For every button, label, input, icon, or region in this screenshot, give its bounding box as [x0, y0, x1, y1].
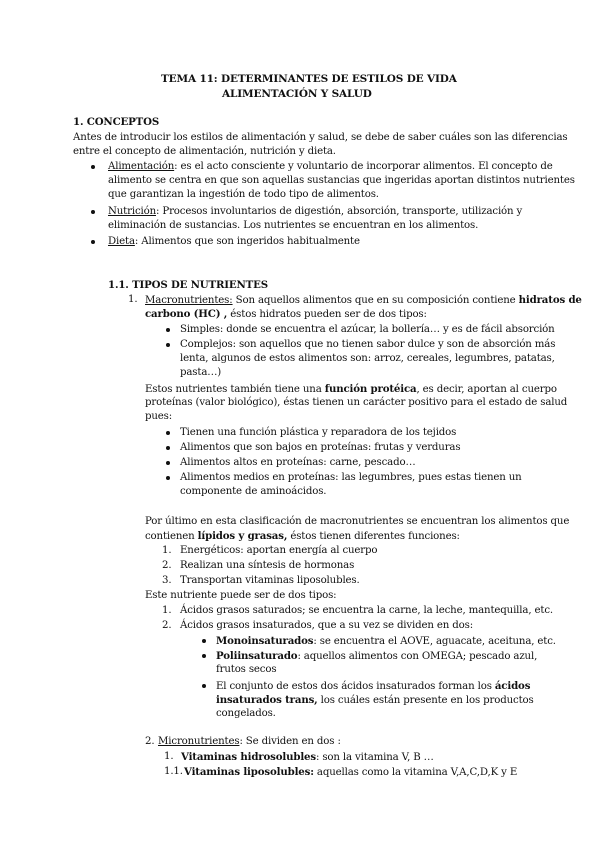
hc-complejos-line-1: Complejos: son aquellos que no tienen sabor dulce y son de absorción más [180, 339, 556, 350]
bold-span: Poliinsaturado [216, 650, 298, 662]
funcion-item-1: Energéticos: aportan energía al cuerpo [180, 545, 378, 556]
bold-span: Monoinsaturados [216, 635, 314, 647]
definition-text: : Alimentos que son ingeridos habitualmente [134, 236, 360, 247]
list-number: 3. [162, 575, 172, 586]
bullet-dot [91, 240, 95, 244]
term-alimentacion: Alimentación [108, 161, 175, 172]
hc-simples: Simples: donde se encuentra el azúcar, la bollería… y es de fácil absorción [180, 324, 555, 335]
list-number: 1. [128, 294, 138, 305]
definition-dieta [108, 235, 360, 249]
list-number: 2. [162, 620, 172, 631]
funcion-proteica-line-3: pues: [145, 411, 173, 422]
macronutrientes-line-1 [145, 293, 582, 308]
definition-text: : es el acto consciente y voluntario de incorporar alimentos. El concepto de [174, 161, 553, 172]
acidos-insaturados: Ácidos grasos insaturados, que a su vez se dividen en dos: [180, 620, 473, 631]
text-span: : se encuentra el AOVE, aguacate, aceituna, etc. [313, 636, 556, 647]
bullet-dot [202, 654, 206, 658]
definition-alimentacion [108, 160, 553, 174]
text-span: éstos hidratos pueden ser de dos tipos: [227, 309, 427, 320]
bullet-dot [166, 343, 170, 347]
definition-alimentacion-line-2: alimento se centra en que son aquellas sustancias que ingeridas aportan distintos nutrientes [108, 175, 575, 186]
text-span: aquellas como la vitamina V,A,C,D,K y E [313, 767, 518, 778]
bullet-dot [91, 210, 95, 214]
bullet-dot [166, 431, 170, 435]
definition-text: : Procesos involuntarios de digestión, absorción, transporte, utilización y [156, 206, 523, 217]
bold-span: ácidos [494, 680, 531, 692]
term-nutricion: Nutrición [108, 206, 157, 217]
funcion-item-2: Realizan una síntesis de hormonas [180, 560, 355, 571]
text-span: los cuáles están presente en los productos [317, 695, 534, 706]
bullet-dot [166, 328, 170, 332]
trans-line-2 [216, 693, 534, 708]
funcion-proteica-line-2: proteínas (valor biológico), éstas tienen un carácter positivo para el estado de salud [145, 397, 568, 408]
section-heading-conceptos: 1. CONCEPTOS [73, 116, 160, 128]
text-span: : son la vitamina V, B … [315, 752, 434, 763]
bullet-dot [166, 446, 170, 450]
proteina-item-4-line-1: Alimentos medios en proteínas: las legumbres, pues estas tienen un [180, 472, 522, 483]
list-number: 1.1. [164, 766, 183, 777]
proteina-item-1: Tienen una función plástica y reparadora de los tejidos [180, 427, 457, 438]
section-heading-tipos-nutrientes: 1.1. TIPOS DE NUTRIENTES [108, 279, 268, 291]
micronutrientes [158, 735, 341, 749]
bullet-dot [202, 684, 206, 688]
trans-line-3: congelados. [216, 708, 276, 719]
text-span: Estos nutrientes también tiene una [145, 384, 325, 395]
monoinsaturados [216, 634, 556, 649]
bold-span: lípidos y grasas, [197, 530, 288, 542]
text-span: , es decir, aportan al cuerpo [416, 384, 557, 395]
bullet-dot [166, 476, 170, 480]
list-number: 1. [162, 605, 172, 616]
bold-span: carbono (HC) , [145, 308, 228, 320]
hc-complejos-line-3: pasta…) [180, 367, 222, 378]
document-title-line-2: ALIMENTACIÓN Y SALUD [222, 88, 372, 100]
list-number: 1. [164, 751, 174, 762]
proteina-item-4-line-2: componente de aminoácidos. [180, 486, 327, 497]
lipidos-line-2 [145, 529, 460, 544]
text-span: : aquellos alimentos con OMEGA; pescado azul, [297, 651, 538, 662]
intro-line-2: entre el concepto de alimentación, nutrición y dieta. [73, 146, 336, 157]
definition-nutricion [108, 205, 522, 219]
definition-nutricion-line-2: eliminación de sustancias. Los nutrientes se encuentran en los alimentos. [108, 220, 479, 231]
funcion-proteica-line-1 [145, 382, 557, 397]
text-span: éstos tienen diferentes funciones: [287, 531, 460, 542]
text-span: : Se dividen en dos : [239, 736, 341, 747]
bold-span: hidratos de [518, 294, 582, 306]
bullet-dot [166, 461, 170, 465]
poliinsaturado-line-2: frutos secos [216, 664, 277, 675]
vitaminas-hidrosolubles [181, 750, 434, 765]
bold-span: Vitaminas liposolubles: [184, 766, 314, 778]
proteina-item-2: Alimentos que son bajos en proteínas: frutas y verduras [180, 442, 461, 453]
acidos-saturados: Ácidos grasos saturados; se encuentra la carne, la leche, mantequilla, etc. [180, 605, 553, 616]
poliinsaturado-line-1 [216, 649, 537, 664]
bullet-dot [91, 165, 95, 169]
text-span: Son aquellos alimentos que en su composición contiene [232, 295, 519, 306]
bold-span: insaturados trans, [216, 694, 318, 706]
bold-span: función protéica [324, 383, 417, 395]
bold-span: Vitaminas hidrosolubles [181, 751, 316, 763]
term-macronutrientes: Macronutrientes: [145, 295, 233, 306]
term-dieta: Dieta [108, 236, 135, 247]
document-title-line-1: TEMA 11: DETERMINANTES DE ESTILOS DE VIDA [161, 73, 457, 85]
list-number: 2. [162, 560, 172, 571]
text-span: contienen [145, 531, 198, 542]
term-micronutrientes: Micronutrientes [158, 736, 240, 747]
list-number: 1. [162, 545, 172, 556]
trans-line-1 [216, 679, 530, 694]
tipos-lipidos: Este nutriente puede ser de dos tipos: [145, 590, 337, 601]
bullet-dot [202, 639, 206, 643]
vitaminas-liposolubles [184, 765, 517, 780]
proteina-item-3: Alimentos altos en proteínas: carne, pescado… [180, 457, 416, 468]
list-number: 2. [145, 736, 155, 747]
text-span: El conjunto de estos dos ácidos insaturados forman los [216, 681, 495, 692]
intro-line-1: Antes de introducir los estilos de alimentación y salud, se debe de saber cuáles son las diferencias [73, 132, 568, 143]
hc-complejos-line-2: lenta, algunos de estos alimentos son: arroz, cereales, legumbres, patatas, [180, 353, 555, 364]
definition-alimentacion-line-3: que garantizan la ingestión de todo tipo de alimentos. [108, 189, 379, 200]
macronutrientes-line-2 [145, 307, 427, 322]
lipidos-line-1: Por último en esta clasificación de macronutrientes se encuentran los alimentos que [145, 516, 570, 527]
funcion-item-3: Transportan vitaminas liposolubles. [180, 575, 360, 586]
